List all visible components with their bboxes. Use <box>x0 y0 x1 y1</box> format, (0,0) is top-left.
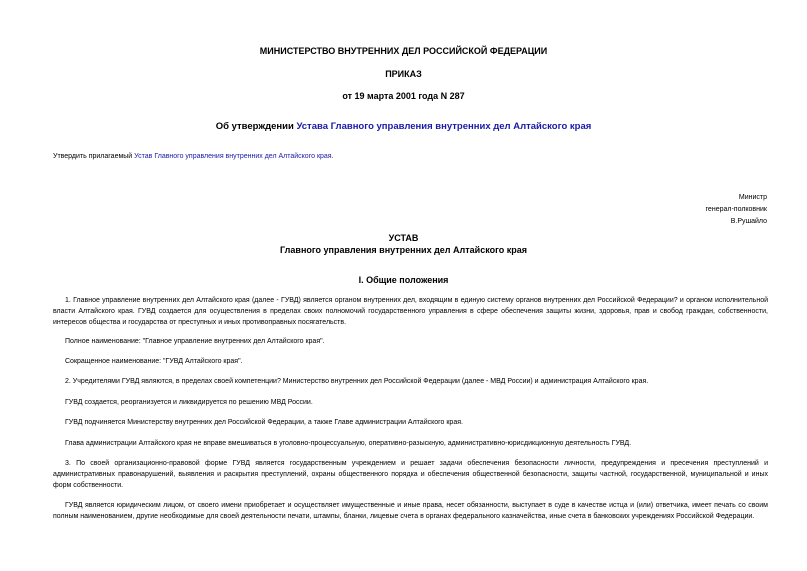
charter-title-link[interactable]: Устава Главного управления внутренних дел Алтайского края <box>296 121 592 132</box>
paragraph: Полное наименование: "Главное управление внутренних дел Алтайского края". <box>65 338 325 345</box>
approve-suffix: . <box>331 153 334 160</box>
order-heading: ПРИКАЗ <box>385 69 422 79</box>
signature-name: В.Рушайло <box>730 218 767 225</box>
order-title-prefix: Об утверждении <box>215 121 297 132</box>
paragraph: Сокращенное наименование: "ГУВД Алтайского края". <box>65 358 243 365</box>
approve-prefix: Утвердить прилагаемый <box>53 153 135 160</box>
paragraph: ГУВД является юридическим лицом, от своего имени приобретает и осуществляет имущественные и иные права, несет обязанности, выступает в суде в качестве истца и (или) ответчика, имеет печать со своим полным наименованием, другие необходимые для своей деятельности печати, штампы, бланки, лицевые счета в органах федерального казначейства, иные счета в банковских учреждениях Российской Федерации. <box>53 502 768 520</box>
paragraph: 1. Главное управление внутренних дел Алтайского края (далее - ГУВД) является органом внутренних дел, входящим в единую систему органов внутренних дел Российской Федерации? и органом исполнительной власти Алтайского края. ГУВД создается для осуществления в пределах своих полномочий государственного управления в сфере обеспечения защиты жизни, здоровья, прав и свобод граждан, собственности, интересов общества и государства от преступных и иных противоправных посягательств. <box>53 297 768 326</box>
paragraph: ГУВД подчиняется Министерству внутренних дел Российской Федерации, а также Главе администрации Алтайского края. <box>65 419 463 426</box>
charter-subtitle: Главного управления внутренних дел Алтайского края <box>280 245 527 255</box>
ministry-heading: МИНИСТЕРСТВО ВНУТРЕННИХ ДЕЛ РОССИЙСКОЙ ФЕДЕРАЦИИ <box>259 46 548 56</box>
paragraph: 3. По своей организационно-правовой форме ГУВД является государственным учреждением и решает задачи обеспечения безопасности личности, предупреждения и пресечения преступлений и административных правонарушений, выявления и раскрытия преступлений, охраны общественного порядка и обеспечения общественной безопасности, защиты частной, государственной, муниципальной и иных форм собственности. <box>53 460 768 489</box>
charter-title: УСТАВ <box>388 233 419 243</box>
order-title <box>0 121 807 132</box>
order-date-number: от 19 марта 2001 года N 287 <box>342 91 465 101</box>
paragraph: ГУВД создается, реорганизуется и ликвидируется по решению МВД России. <box>65 399 313 406</box>
signature-block <box>706 192 767 228</box>
paragraph: 2. Учредителями ГУВД являются, в пределах своей компетенции? Министерство внутренних дел Российской Федерации (далее - МВД России) и администрация Алтайского края. <box>65 378 649 385</box>
signature-position: Министр <box>738 194 767 201</box>
paragraph: Глава администрации Алтайского края не вправе вмешиваться в уголовно-процессуальную, оперативно-разыскную, административно-юрисдикционную деятельность ГУВД. <box>65 440 632 447</box>
approve-charter-link[interactable]: Устав Главного управления внутренних дел Алтайского края <box>134 153 332 160</box>
section-heading: I. Общие положения <box>358 275 449 285</box>
signature-rank: генерал-полковник <box>705 206 767 213</box>
approve-line <box>53 151 334 162</box>
